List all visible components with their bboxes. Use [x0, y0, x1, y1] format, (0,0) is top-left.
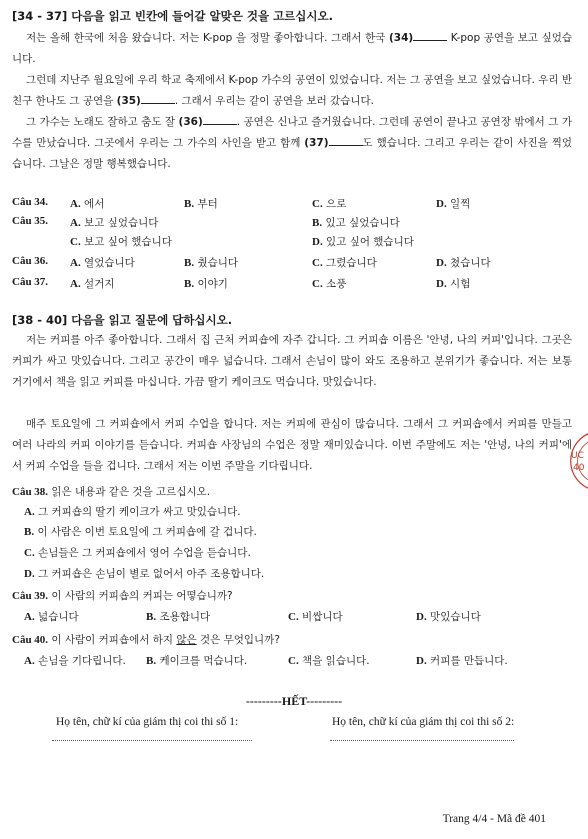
passage-1-paragraph-3	[12, 112, 572, 175]
option-a[interactable]: A. 넓습니다	[24, 611, 79, 623]
question-39: Câu 39. 이 사람의 커피숍의 커피는 어떻습니까?	[12, 590, 233, 602]
page-footer: Trang 4/4 - Mã đề 401	[442, 813, 546, 825]
passage-text: . 공연은 신나고 즐거웠습니다. 그런데 공연이 끝나고 공연장 밖에서 그 가수를 만났습니다. 그곳에서 우리는 그 가수의 사인을 받고 함께	[12, 116, 573, 149]
option-c[interactable]: C. 책을 읽습니다.	[288, 655, 370, 667]
question-37	[12, 276, 578, 292]
svg-text:UC: UC	[571, 451, 584, 461]
option-d[interactable]: D. 시험	[436, 278, 471, 290]
section-title-38-40: [38 - 40] 다음을 읽고 질문에 답하십시오.	[12, 313, 233, 327]
option-d[interactable]: D. 쳤습니다	[436, 257, 491, 269]
passage-text: K-pop 공연을 보고 싶었습니다.	[12, 32, 572, 65]
passage-text: 그런데 지난주 월요일에 우리 학교 축제에서 K-pop 가수의 공연이 있었습니다. 저는 그 공연을 보고 싶었습니다. 우리 반 친구 한나도 그 공연을	[12, 74, 572, 107]
blank-line	[203, 114, 237, 125]
passage-text: 저는 올해 한국에 처음 왔습니다. 저는 K-pop 을 정말 좋아합니다. 그래서 한국	[26, 32, 389, 44]
option-a[interactable]: A. 에서	[70, 198, 105, 210]
passage-1-paragraph-1	[12, 28, 572, 70]
passage-2-paragraph-2: 매주 토요일에 그 커피숍에서 커피 수업을 합니다. 저는 커피에 관심이 많습니다. 그래서 그 커피숍에서 커피를 만들고 여러 나라의 커피 이야기를 듣습니다. 커피숍 사장님의 수업은 정말 재미있습니다. 이번 주말에도 저는 '안녕, 나의 커피'에서 커피 수업을 들을 겁니다. 그래서 저는 이번 주말을 기다립니다.	[12, 418, 572, 472]
question-34	[12, 196, 578, 212]
option-b[interactable]: B. 조용합니다	[146, 611, 211, 623]
passage-1-paragraph-2	[12, 70, 572, 112]
question-35-row-2	[12, 234, 578, 250]
question-38: Câu 38. 읽은 내용과 같은 것을 고르십시오.	[12, 486, 211, 498]
option-c[interactable]: C. 비쌉니다	[288, 611, 343, 623]
blank-label-37: (37)	[304, 137, 329, 149]
passage-2-paragraph-1: 저는 커피를 아주 좋아합니다. 그래서 집 근처 커피숍에 자주 갑니다. 그 커피숍 이름은 '안녕, 나의 커피'입니다. 그곳은 커피가 싸고 맛있습니다. 그리고 공간이 매우 넓습니다. 그래서 손님이 많이 와도 조용하고 분위기가 좋습니다. 저는 보통 거기에서 책을 읽고 커피를 마십니다. 가끔 딸기 케이크도 먹습니다. 맛있습니다.	[12, 334, 572, 388]
option-b[interactable]: B. 이 사람은 이번 토요일에 그 커피숍에 갈 겁니다.	[24, 526, 257, 538]
option-c[interactable]: C. 소풍	[312, 278, 347, 290]
blank-label-34: (34)	[388, 32, 414, 44]
question-40: Câu 40. 이 사람이 커피숍에서 하지 않은 것은 무엇입니까?	[12, 634, 280, 646]
option-c[interactable]: C. 손님들은 그 커피숍에서 영어 수업을 듣습니다.	[24, 547, 251, 559]
option-b[interactable]: B. 있고 싶었습니다	[312, 217, 400, 229]
question-number: Câu 34.	[12, 196, 49, 208]
option-c[interactable]: C. 그렸습니다	[312, 257, 377, 269]
blank-label-36: (36)	[178, 116, 203, 128]
option-d[interactable]: D. 맛있습니다	[416, 611, 481, 623]
question-number: Câu 37.	[12, 276, 49, 288]
section-title-34-37: [34 - 37] 다음을 읽고 빈칸에 들어갈 알맞은 것을 고르십시오.	[12, 9, 333, 23]
blank-line	[329, 135, 363, 146]
option-a[interactable]: A. 보고 싶었습니다	[70, 217, 159, 229]
option-c[interactable]: C. 보고 싶어 했습니다	[70, 236, 172, 248]
option-a[interactable]: A. 손님을 기다립니다.	[24, 655, 126, 667]
option-b[interactable]: B. 췄습니다	[184, 257, 239, 269]
passage-text: . 그래서 우리는 같이 공연을 보러 갔습니다.	[174, 95, 374, 107]
svg-text:40: 40	[573, 463, 585, 473]
blank-label-35: (35)	[116, 95, 141, 107]
question-39-options	[12, 609, 578, 625]
question-35	[12, 215, 578, 231]
proctor-2-signature-line[interactable]	[330, 740, 514, 741]
option-d[interactable]: D. 커피를 만듭니다.	[416, 655, 508, 667]
option-d[interactable]: D. 일찍	[436, 198, 471, 210]
proctor-2-signature-label: Họ tên, chữ kí của giám thị coi thi số 2:	[332, 716, 515, 728]
option-c[interactable]: C. 으로	[312, 198, 347, 210]
option-d[interactable]: D. 그 커피숍은 손님이 별로 없어서 아주 조용합니다.	[24, 568, 265, 580]
passage-text: 그 가수는 노래도 잘하고 춤도 잘	[26, 116, 179, 128]
proctor-1-signature-line[interactable]	[52, 740, 252, 741]
end-marker: ---------HẾT---------	[245, 694, 343, 708]
passage-text: 도 했습니다. 그리고 우리는 같이 사진을 찍었습니다. 그날은 정말 행복했습니다.	[12, 137, 573, 170]
option-b[interactable]: B. 부터	[184, 198, 218, 210]
question-40-options	[12, 653, 578, 669]
option-a[interactable]: A. 열었습니다	[70, 257, 135, 269]
option-a[interactable]: A. 그 커피숍의 딸기 케이크가 싸고 맛있습니다.	[24, 506, 241, 518]
option-a[interactable]: A. 설거지	[70, 278, 115, 290]
blank-line	[141, 93, 175, 104]
question-number: Câu 36.	[12, 255, 49, 267]
option-d[interactable]: D. 있고 싶어 했습니다	[312, 236, 414, 248]
option-b[interactable]: B. 케이크를 먹습니다.	[146, 655, 248, 667]
stamp-icon	[563, 430, 588, 492]
proctor-1-signature-label: Họ tên, chữ kí của giám thị coi thi số 1:	[56, 716, 239, 728]
question-36	[12, 255, 578, 271]
option-b[interactable]: B. 이야기	[184, 278, 228, 290]
question-number: Câu 35.	[12, 215, 49, 227]
blank-line	[413, 30, 447, 41]
